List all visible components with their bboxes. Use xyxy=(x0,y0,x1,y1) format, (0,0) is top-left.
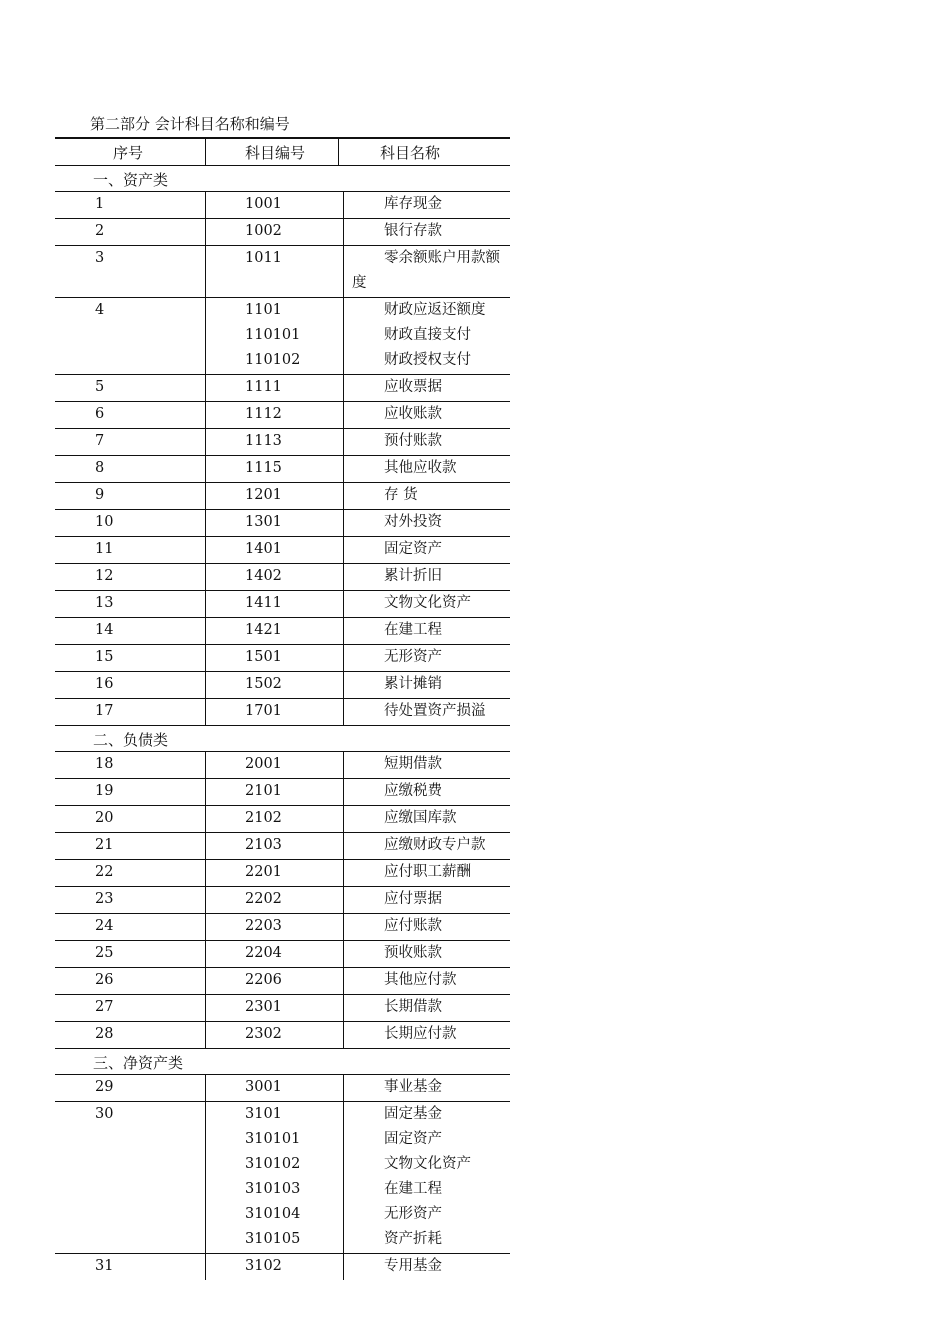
row-seq: 17 xyxy=(95,703,114,719)
row-codes xyxy=(245,1075,282,1100)
account-name: 财政授权支付 xyxy=(384,352,471,368)
account-code: 310101 xyxy=(245,1131,301,1147)
account-name: 库存现金 xyxy=(384,196,442,212)
account-code: 2302 xyxy=(245,1026,282,1042)
column-divider xyxy=(205,699,206,725)
row-names xyxy=(384,672,442,697)
table-row xyxy=(55,752,510,779)
row-codes xyxy=(245,887,282,912)
account-name: 应收账款 xyxy=(384,406,442,422)
column-divider xyxy=(205,914,206,940)
row-seq: 24 xyxy=(95,918,114,934)
table-row xyxy=(55,591,510,618)
account-name: 应付账款 xyxy=(384,918,442,934)
column-divider xyxy=(205,860,206,886)
column-divider xyxy=(205,752,206,778)
row-names xyxy=(384,1075,442,1100)
row-codes xyxy=(245,246,282,271)
column-divider xyxy=(343,672,344,698)
account-code: 2203 xyxy=(245,918,282,934)
row-names xyxy=(384,618,442,643)
row-codes xyxy=(245,752,282,777)
account-code: 2202 xyxy=(245,891,282,907)
row-codes xyxy=(245,298,300,373)
account-name: 长期应付款 xyxy=(384,1026,457,1042)
account-name: 在建工程 xyxy=(384,622,442,638)
row-codes xyxy=(245,833,282,858)
account-name: 短期借款 xyxy=(384,756,442,772)
row-seq: 4 xyxy=(95,302,105,318)
row-codes xyxy=(245,219,282,244)
column-divider xyxy=(205,192,206,218)
account-code: 310104 xyxy=(245,1206,301,1222)
column-divider xyxy=(205,564,206,590)
row-seq: 21 xyxy=(95,837,114,853)
account-name: 专用基金 xyxy=(384,1258,442,1274)
table-row xyxy=(55,510,510,537)
row-names xyxy=(384,941,442,966)
row-names xyxy=(384,752,442,777)
table-row xyxy=(55,483,510,510)
column-divider xyxy=(343,645,344,671)
row-codes xyxy=(245,779,282,804)
section-heading xyxy=(55,726,510,752)
section-heading xyxy=(55,1049,510,1075)
row-names xyxy=(384,833,486,858)
table-row xyxy=(55,219,510,246)
table-row xyxy=(55,618,510,645)
row-seq: 22 xyxy=(95,864,114,880)
row-names xyxy=(384,995,442,1020)
account-name: 零余额账户用款额度 xyxy=(352,250,500,291)
account-name: 事业基金 xyxy=(384,1079,442,1095)
account-code: 1301 xyxy=(245,514,282,530)
row-seq: 2 xyxy=(95,223,105,239)
column-divider xyxy=(205,246,206,297)
account-code: 110102 xyxy=(245,352,301,368)
account-code: 1402 xyxy=(245,568,282,584)
row-seq: 1 xyxy=(95,196,105,212)
table-row xyxy=(55,860,510,887)
column-divider xyxy=(343,375,344,401)
row-seq: 16 xyxy=(95,676,114,692)
table-row xyxy=(55,699,510,726)
row-seq: 9 xyxy=(95,487,105,503)
table-row xyxy=(55,1102,510,1254)
account-name: 财政应返还额度 xyxy=(384,302,486,318)
row-codes xyxy=(245,564,282,589)
row-seq: 11 xyxy=(95,541,114,557)
row-seq: 31 xyxy=(95,1258,114,1274)
table-header xyxy=(55,139,510,166)
row-codes xyxy=(245,968,282,993)
column-divider xyxy=(205,219,206,245)
row-codes xyxy=(245,402,282,427)
table-row xyxy=(55,564,510,591)
column-divider xyxy=(343,564,344,590)
column-divider xyxy=(205,941,206,967)
account-code: 1501 xyxy=(245,649,282,665)
account-code: 1701 xyxy=(245,703,282,719)
column-divider xyxy=(343,995,344,1021)
account-name: 应缴国库款 xyxy=(384,810,457,826)
row-names xyxy=(384,456,457,481)
section-label: 三、净资产类 xyxy=(93,1054,184,1072)
account-name: 固定基金 xyxy=(384,1106,442,1122)
account-code: 1101 xyxy=(245,302,282,318)
account-code: 1401 xyxy=(245,541,282,557)
account-name: 累计摊销 xyxy=(384,676,442,692)
row-names xyxy=(384,219,442,244)
row-names xyxy=(384,1254,442,1279)
column-divider xyxy=(205,537,206,563)
row-names xyxy=(384,779,442,804)
row-codes xyxy=(245,510,282,535)
column-divider xyxy=(343,1254,344,1280)
table-row xyxy=(55,806,510,833)
row-names xyxy=(384,914,442,939)
row-seq: 28 xyxy=(95,1026,114,1042)
table-body xyxy=(55,166,510,1280)
table-row xyxy=(55,298,510,375)
row-names xyxy=(384,483,418,508)
row-names xyxy=(384,537,442,562)
row-seq: 27 xyxy=(95,999,114,1015)
row-names xyxy=(384,564,442,589)
column-divider xyxy=(205,1102,206,1253)
table-row xyxy=(55,375,510,402)
account-name: 应缴税费 xyxy=(384,783,442,799)
header-name: 科目名称 xyxy=(380,144,441,162)
table-row xyxy=(55,968,510,995)
column-divider xyxy=(343,483,344,509)
account-name: 固定资产 xyxy=(384,1131,442,1147)
account-name: 资产折耗 xyxy=(384,1231,442,1247)
account-code: 1115 xyxy=(245,460,282,476)
row-names xyxy=(384,375,442,400)
account-name: 固定资产 xyxy=(384,541,442,557)
column-divider xyxy=(343,860,344,886)
account-name: 无形资产 xyxy=(384,1206,442,1222)
column-divider xyxy=(205,779,206,805)
row-codes xyxy=(245,914,282,939)
row-codes xyxy=(245,591,282,616)
row-names xyxy=(384,1102,471,1252)
row-seq: 8 xyxy=(95,460,105,476)
row-seq: 12 xyxy=(95,568,114,584)
account-code: 1113 xyxy=(245,433,282,449)
table-row xyxy=(55,1022,510,1049)
row-names xyxy=(384,402,442,427)
table-row xyxy=(55,537,510,564)
row-names xyxy=(384,806,457,831)
table-row xyxy=(55,402,510,429)
account-name: 待处置资产损溢 xyxy=(384,703,486,719)
column-divider xyxy=(343,914,344,940)
row-seq: 7 xyxy=(95,433,105,449)
account-name: 文物文化资产 xyxy=(384,595,471,611)
row-names xyxy=(384,429,442,454)
column-divider xyxy=(205,402,206,428)
row-codes xyxy=(245,429,282,454)
account-code: 310103 xyxy=(245,1181,301,1197)
account-code: 2103 xyxy=(245,837,282,853)
row-codes xyxy=(245,456,282,481)
column-divider xyxy=(205,1075,206,1101)
table-row xyxy=(55,429,510,456)
column-divider xyxy=(205,1254,206,1280)
row-seq: 3 xyxy=(95,250,105,266)
account-code: 2204 xyxy=(245,945,282,961)
account-code: 2201 xyxy=(245,864,282,880)
table-row xyxy=(55,672,510,699)
row-names xyxy=(384,298,486,373)
row-codes xyxy=(245,941,282,966)
column-divider xyxy=(343,806,344,832)
table-row xyxy=(55,456,510,483)
account-code: 310105 xyxy=(245,1231,301,1247)
account-code: 3102 xyxy=(245,1258,282,1274)
column-divider xyxy=(343,429,344,455)
table-row xyxy=(55,833,510,860)
row-codes xyxy=(245,375,282,400)
row-codes xyxy=(245,1102,300,1252)
account-name: 其他应付款 xyxy=(384,972,457,988)
account-code: 2001 xyxy=(245,756,282,772)
table-row xyxy=(55,941,510,968)
account-code: 2101 xyxy=(245,783,282,799)
column-divider xyxy=(343,591,344,617)
account-name: 长期借款 xyxy=(384,999,442,1015)
column-divider xyxy=(343,510,344,536)
column-divider xyxy=(205,806,206,832)
header-code: 科目编号 xyxy=(245,144,306,162)
account-name: 银行存款 xyxy=(384,223,442,239)
row-seq: 20 xyxy=(95,810,114,826)
row-names xyxy=(384,192,442,217)
column-divider xyxy=(205,618,206,644)
account-name: 存 货 xyxy=(384,487,418,503)
row-names xyxy=(384,510,442,535)
table-row xyxy=(55,645,510,672)
account-name: 应付职工薪酬 xyxy=(384,864,471,880)
table-row xyxy=(55,995,510,1022)
account-code: 1201 xyxy=(245,487,282,503)
account-name: 预收账款 xyxy=(384,945,442,961)
row-names xyxy=(384,645,442,670)
table-row xyxy=(55,1254,510,1280)
row-names xyxy=(384,887,442,912)
column-divider xyxy=(343,298,344,374)
table-row xyxy=(55,887,510,914)
column-divider xyxy=(205,887,206,913)
column-divider xyxy=(343,219,344,245)
row-seq: 19 xyxy=(95,783,114,799)
column-divider xyxy=(343,1075,344,1101)
account-code: 2301 xyxy=(245,999,282,1015)
column-divider xyxy=(205,298,206,374)
column-divider xyxy=(205,995,206,1021)
column-divider xyxy=(205,510,206,536)
row-codes xyxy=(245,699,282,724)
table-row xyxy=(55,1075,510,1102)
column-divider xyxy=(205,672,206,698)
row-names xyxy=(384,699,486,724)
column-divider xyxy=(343,941,344,967)
column-divider xyxy=(343,402,344,428)
column-divider xyxy=(343,1102,344,1253)
account-name: 其他应收款 xyxy=(384,460,457,476)
row-codes xyxy=(245,1022,282,1047)
column-divider xyxy=(205,833,206,859)
row-codes xyxy=(245,995,282,1020)
row-codes xyxy=(245,192,282,217)
account-code: 1411 xyxy=(245,595,282,611)
account-code: 1001 xyxy=(245,196,282,212)
row-seq: 10 xyxy=(95,514,114,530)
column-divider xyxy=(338,139,339,165)
row-seq: 29 xyxy=(95,1079,114,1095)
account-code: 2102 xyxy=(245,810,282,826)
account-name: 财政直接支付 xyxy=(384,327,471,343)
account-code: 1111 xyxy=(245,379,282,395)
account-name: 对外投资 xyxy=(384,514,442,530)
column-divider xyxy=(205,1022,206,1048)
row-names xyxy=(384,968,457,993)
column-divider xyxy=(343,1022,344,1048)
column-divider xyxy=(205,483,206,509)
column-divider xyxy=(343,192,344,218)
account-name: 预付账款 xyxy=(384,433,442,449)
row-codes xyxy=(245,645,282,670)
account-code: 1011 xyxy=(245,250,282,266)
column-divider xyxy=(343,887,344,913)
section-label: 二、负债类 xyxy=(93,731,169,749)
column-divider xyxy=(343,456,344,482)
column-divider xyxy=(343,968,344,994)
column-divider xyxy=(343,246,344,297)
account-name: 文物文化资产 xyxy=(384,1156,471,1172)
account-code: 1002 xyxy=(245,223,282,239)
row-names xyxy=(384,591,471,616)
account-code: 3001 xyxy=(245,1079,282,1095)
account-code: 1502 xyxy=(245,676,282,692)
row-codes xyxy=(245,537,282,562)
column-divider xyxy=(343,752,344,778)
row-seq: 18 xyxy=(95,756,114,772)
column-divider xyxy=(205,139,206,165)
row-codes xyxy=(245,618,282,643)
section-label: 一、资产类 xyxy=(93,171,169,189)
column-divider xyxy=(205,456,206,482)
row-names xyxy=(384,1022,457,1047)
column-divider xyxy=(343,537,344,563)
row-codes xyxy=(245,672,282,697)
column-divider xyxy=(205,429,206,455)
account-code: 310102 xyxy=(245,1156,301,1172)
table-row xyxy=(55,192,510,219)
column-divider xyxy=(343,779,344,805)
row-codes xyxy=(245,806,282,831)
column-divider xyxy=(205,375,206,401)
account-code: 110101 xyxy=(245,327,301,343)
column-divider xyxy=(205,645,206,671)
row-seq: 26 xyxy=(95,972,114,988)
account-code: 1421 xyxy=(245,622,282,638)
account-code: 1112 xyxy=(245,406,282,422)
row-seq: 5 xyxy=(95,379,105,395)
row-seq: 14 xyxy=(95,622,114,638)
column-divider xyxy=(205,591,206,617)
account-table xyxy=(55,137,510,1280)
account-name: 应缴财政专户款 xyxy=(384,837,486,853)
row-codes xyxy=(245,483,282,508)
column-divider xyxy=(205,968,206,994)
page-title: 第二部分 会计科目名称和编号 xyxy=(90,115,290,133)
account-name: 累计折旧 xyxy=(384,568,442,584)
table-row xyxy=(55,779,510,806)
row-seq: 6 xyxy=(95,406,105,422)
account-name: 应收票据 xyxy=(384,379,442,395)
account-code: 3101 xyxy=(245,1106,282,1122)
account-code: 2206 xyxy=(245,972,282,988)
row-seq: 23 xyxy=(95,891,114,907)
account-name: 无形资产 xyxy=(384,649,442,665)
row-seq: 30 xyxy=(95,1106,114,1122)
header-seq: 序号 xyxy=(113,144,144,162)
row-seq: 13 xyxy=(95,595,114,611)
account-name: 在建工程 xyxy=(384,1181,442,1197)
account-name: 应付票据 xyxy=(384,891,442,907)
column-divider xyxy=(343,699,344,725)
row-seq: 25 xyxy=(95,945,114,961)
row-codes xyxy=(245,1254,282,1279)
section-heading xyxy=(55,166,510,192)
table-row xyxy=(55,246,510,298)
row-names xyxy=(384,860,471,885)
row-codes xyxy=(245,860,282,885)
table-row xyxy=(55,914,510,941)
row-seq: 15 xyxy=(95,649,114,665)
column-divider xyxy=(343,833,344,859)
column-divider xyxy=(343,618,344,644)
